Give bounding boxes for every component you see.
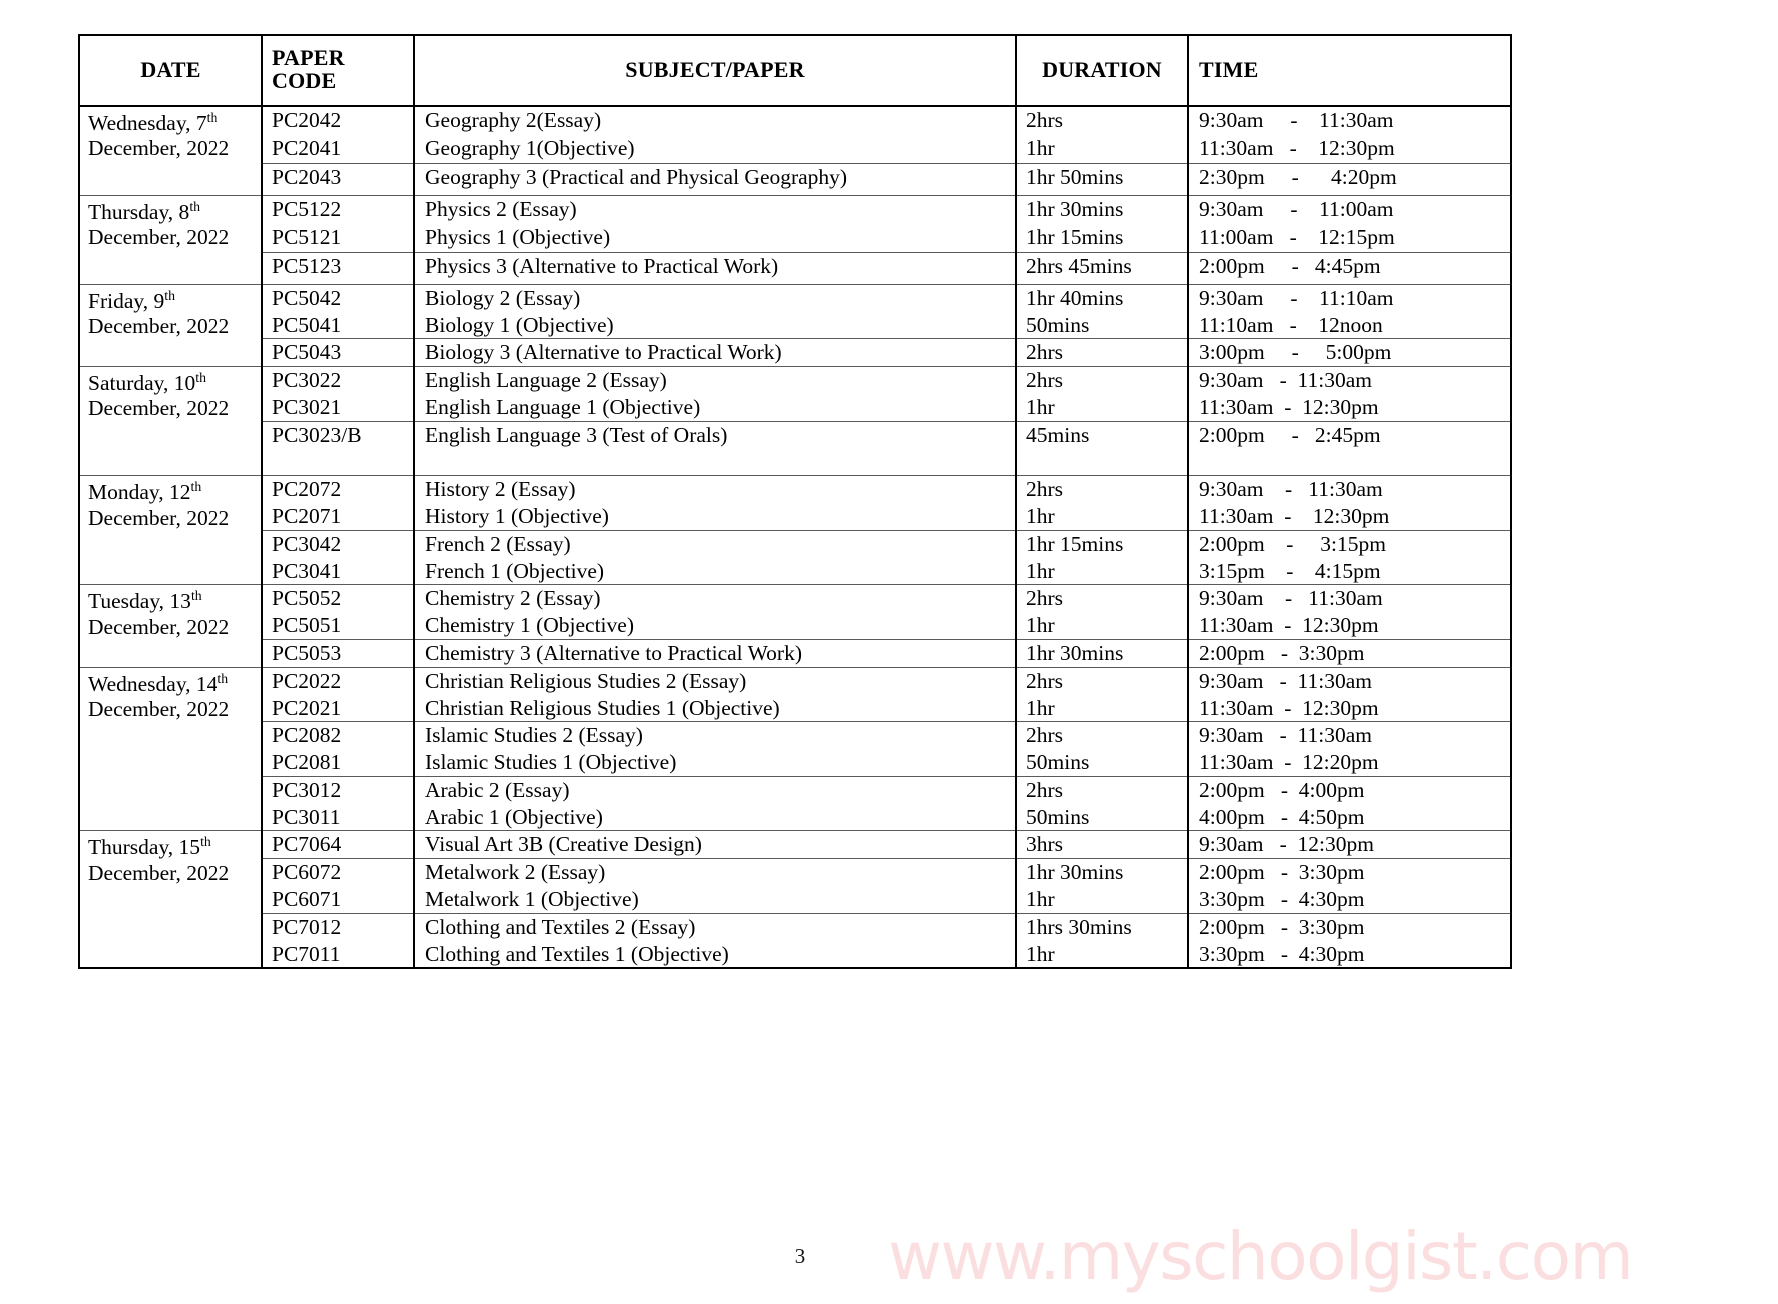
cell-time: 9:30am - 11:30am — [1199, 586, 1383, 611]
cell-subject-paper: Chemistry 3 (Alternative to Practical Work) — [414, 639, 1016, 667]
table-row — [79, 224, 1511, 253]
date-ordinal-suffix: th — [200, 834, 211, 850]
header-row — [79, 35, 1511, 106]
date-day: Saturday, 10th — [88, 369, 206, 396]
table-row — [79, 530, 1511, 557]
date-day: Wednesday, 7th — [88, 109, 218, 135]
exam-timetable — [78, 34, 1512, 969]
cell-subject-paper: Islamic Studies 1 (Objective) — [414, 749, 1016, 776]
cell-subject-paper: Geography 3 (Practical and Physical Geography) — [414, 163, 1016, 195]
cell-paper-code: PC7011 — [262, 941, 414, 969]
column-header-time: TIME — [1188, 35, 1511, 106]
table-row — [79, 195, 1511, 224]
exam-timetable-container — [78, 34, 1510, 969]
cell-date — [79, 252, 262, 284]
date-month-year: December, 2022 — [88, 614, 230, 639]
cell-time: 2:00pm - 3:30pm — [1188, 639, 1511, 667]
cell-duration: 1hr 15mins — [1016, 530, 1188, 557]
cell-time: 11:10am - 12noon — [1188, 312, 1511, 339]
cell-time: 11:30am - 12:30pm — [1188, 394, 1511, 421]
cell-date — [79, 476, 262, 585]
cell-time: 9:30am - 11:10am — [1199, 285, 1394, 310]
cell-duration: 45mins — [1016, 421, 1188, 448]
cell-time: 11:30am - 12:30pm — [1188, 503, 1511, 530]
cell-paper-code: PC5052 — [262, 585, 414, 612]
cell-subject-paper: Geography 2(Essay) — [414, 106, 1016, 135]
table-row — [79, 394, 1511, 421]
cell-date — [79, 367, 262, 476]
table-row — [79, 886, 1511, 913]
cell-subject-paper: Geography 1(Objective) — [414, 135, 1016, 164]
cell-time: 3:00pm - 5:00pm — [1188, 339, 1511, 367]
cell-paper-code: PC5042 — [262, 284, 414, 311]
table-row — [79, 749, 1511, 776]
cell-time: 11:30am - 12:20pm — [1188, 749, 1511, 776]
cell-subject-paper: Islamic Studies 2 (Essay) — [414, 722, 1016, 749]
cell-subject-paper: History 2 (Essay) — [414, 476, 1016, 503]
cell-paper-code: PC2081 — [262, 749, 414, 776]
date-ordinal-suffix: th — [217, 670, 229, 686]
date-month-year: December, 2022 — [88, 135, 230, 160]
cell-paper-code — [262, 448, 414, 475]
cell-duration: 1hr 30mins — [1016, 195, 1188, 224]
table-row — [79, 312, 1511, 339]
cell-paper-code: PC6072 — [262, 859, 414, 886]
cell-time: 11:30am - 12:30pm — [1188, 695, 1511, 722]
cell-paper-code: PC5041 — [262, 312, 414, 339]
cell-time: 2:00pm - 3:30pm — [1199, 914, 1365, 939]
cell-date — [79, 195, 262, 252]
cell-paper-code: PC2072 — [262, 476, 414, 503]
cell-subject-paper: Physics 2 (Essay) — [414, 195, 1016, 224]
cell-time: 11:30am - 12:30pm — [1188, 612, 1511, 639]
cell-time: 11:00am - 12:15pm — [1188, 224, 1511, 253]
cell-duration: 1hr 30mins — [1016, 639, 1188, 667]
table-row — [79, 476, 1511, 503]
table-row — [79, 776, 1511, 803]
column-header-paper-code: PAPER CODE — [262, 35, 414, 106]
cell-duration: 2hrs — [1016, 367, 1188, 394]
cell-date — [79, 667, 262, 831]
cell-paper-code: PC3022 — [262, 367, 414, 394]
table-row — [79, 804, 1511, 831]
cell-time: 3:30pm - 4:30pm — [1188, 886, 1511, 913]
cell-duration: 2hrs — [1016, 476, 1188, 503]
cell-paper-code: PC5123 — [262, 252, 414, 284]
cell-time: 11:30am - 12:30pm — [1188, 135, 1511, 164]
cell-duration: 1hr 15mins — [1016, 224, 1188, 253]
table-row — [79, 135, 1511, 164]
cell-time: 9:30am - 11:30am — [1199, 668, 1372, 693]
date-ordinal-suffix: th — [189, 198, 201, 214]
cell-subject-paper: Christian Religious Studies 1 (Objective) — [414, 695, 1016, 722]
cell-duration: 3hrs — [1016, 831, 1188, 859]
table-row — [79, 831, 1511, 859]
cell-paper-code: PC3021 — [262, 394, 414, 421]
table-row — [79, 941, 1511, 969]
cell-paper-code: PC5053 — [262, 639, 414, 667]
cell-date — [79, 163, 262, 195]
cell-duration: 1hr 50mins — [1016, 163, 1188, 195]
cell-duration: 1hrs 30mins — [1016, 913, 1188, 940]
cell-subject-paper: Visual Art 3B (Creative Design) — [414, 831, 1016, 859]
cell-date — [79, 831, 262, 968]
date-day: Friday, 9th — [88, 287, 175, 313]
cell-paper-code: PC3023/B — [262, 421, 414, 448]
cell-time: 9:30am - 11:30am — [1199, 107, 1394, 132]
table-row — [79, 421, 1511, 448]
cell-time: 2:00pm - 2:45pm — [1199, 422, 1381, 447]
date-day: Monday, 12th — [88, 479, 202, 505]
cell-subject-paper: Christian Religious Studies 2 (Essay) — [414, 667, 1016, 694]
cell-subject-paper: Physics 3 (Alternative to Practical Work) — [414, 252, 1016, 284]
date-day: Tuesday, 13th — [88, 588, 202, 614]
cell-subject-paper: Arabic 2 (Essay) — [414, 776, 1016, 803]
page-number: 3 — [794, 1244, 806, 1268]
cell-paper-code: PC7064 — [262, 831, 414, 859]
cell-date — [79, 106, 262, 164]
cell-subject-paper: Chemistry 2 (Essay) — [414, 585, 1016, 612]
cell-duration: 2hrs — [1016, 722, 1188, 749]
table-row — [79, 612, 1511, 639]
column-header-date: DATE — [79, 35, 262, 106]
cell-time: 2:00pm - 3:30pm — [1199, 860, 1365, 885]
table-row — [79, 106, 1511, 135]
cell-paper-code: PC3041 — [262, 558, 414, 585]
cell-duration: 1hr — [1016, 558, 1188, 585]
cell-duration: 1hr — [1016, 394, 1188, 421]
date-month-year: December, 2022 — [88, 697, 230, 722]
table-row — [79, 585, 1511, 612]
cell-time: 2:00pm - 4:45pm — [1188, 252, 1511, 284]
cell-duration: 2hrs 45mins — [1016, 252, 1188, 284]
cell-paper-code: PC2022 — [262, 667, 414, 694]
cell-date — [79, 284, 262, 366]
cell-subject-paper: French 2 (Essay) — [414, 530, 1016, 557]
cell-subject-paper: Chemistry 1 (Objective) — [414, 612, 1016, 639]
cell-subject-paper: French 1 (Objective) — [414, 558, 1016, 585]
cell-subject-paper: English Language 2 (Essay) — [414, 367, 1016, 394]
cell-duration: 1hr — [1016, 503, 1188, 530]
table-row — [79, 367, 1511, 394]
cell-paper-code: PC2071 — [262, 503, 414, 530]
date-ordinal-suffix: th — [164, 287, 175, 303]
cell-subject-paper: History 1 (Objective) — [414, 503, 1016, 530]
cell-paper-code: PC7012 — [262, 913, 414, 940]
cell-time: 9:30am - 11:30am — [1199, 477, 1383, 502]
date-day: Thursday, 8th — [88, 198, 201, 224]
cell-subject-paper — [414, 448, 1016, 475]
date-month-year: December, 2022 — [88, 860, 230, 885]
cell-paper-code: PC6071 — [262, 886, 414, 913]
cell-subject-paper: Clothing and Textiles 1 (Objective) — [414, 941, 1016, 969]
cell-time — [1188, 448, 1511, 475]
cell-time: 9:30am - 11:00am — [1199, 196, 1394, 221]
cell-duration: 50mins — [1016, 312, 1188, 339]
date-month-year: December, 2022 — [88, 314, 230, 339]
cell-paper-code: PC2021 — [262, 695, 414, 722]
column-header-subject-paper: SUBJECT/PAPER — [414, 35, 1016, 106]
date-month-year: December, 2022 — [88, 225, 230, 250]
table-row — [79, 913, 1511, 940]
cell-subject-paper: Physics 1 (Objective) — [414, 224, 1016, 253]
cell-subject-paper: Metalwork 2 (Essay) — [414, 859, 1016, 886]
date-day: Thursday, 15th — [88, 834, 211, 860]
cell-time: 9:30am - 12:30pm — [1188, 831, 1511, 859]
cell-subject-paper: English Language 1 (Objective) — [414, 394, 1016, 421]
site-watermark: www.myschoolgist.com — [888, 1218, 1633, 1295]
column-header-duration: DURATION — [1016, 35, 1188, 106]
cell-duration: 1hr — [1016, 612, 1188, 639]
cell-paper-code: PC5122 — [262, 195, 414, 224]
cell-paper-code: PC2041 — [262, 135, 414, 164]
cell-subject-paper: Clothing and Textiles 2 (Essay) — [414, 913, 1016, 940]
cell-duration: 2hrs — [1016, 339, 1188, 367]
cell-time: 9:30am - 11:30am — [1199, 368, 1372, 393]
table-spacer-row — [79, 448, 1511, 475]
cell-time: 9:30am - 11:30am — [1199, 723, 1372, 748]
table-row — [79, 558, 1511, 585]
cell-subject-paper: Biology 3 (Alternative to Practical Work) — [414, 339, 1016, 367]
cell-paper-code: PC2043 — [262, 163, 414, 195]
table-row — [79, 722, 1511, 749]
date-ordinal-suffix: th — [195, 369, 206, 385]
table-row — [79, 252, 1511, 284]
cell-subject-paper: Biology 2 (Essay) — [414, 284, 1016, 311]
date-month-year: December, 2022 — [88, 396, 230, 421]
cell-duration: 2hrs — [1016, 667, 1188, 694]
cell-duration: 1hr — [1016, 135, 1188, 164]
cell-duration: 1hr — [1016, 941, 1188, 969]
date-ordinal-suffix: th — [190, 588, 202, 604]
cell-time: 3:15pm - 4:15pm — [1188, 558, 1511, 585]
cell-duration: 2hrs — [1016, 776, 1188, 803]
cell-subject-paper: Arabic 1 (Objective) — [414, 804, 1016, 831]
cell-time: 2:00pm - 4:00pm — [1199, 777, 1365, 802]
table-row — [79, 339, 1511, 367]
cell-time: 2:30pm - 4:20pm — [1188, 163, 1511, 195]
table-row — [79, 503, 1511, 530]
table-row — [79, 639, 1511, 667]
cell-duration: 1hr — [1016, 886, 1188, 913]
date-day: Wednesday, 14th — [88, 670, 229, 696]
cell-time: 2:00pm - 3:15pm — [1199, 531, 1386, 556]
cell-time: 4:00pm - 4:50pm — [1188, 804, 1511, 831]
cell-paper-code: PC5121 — [262, 224, 414, 253]
cell-paper-code: PC2042 — [262, 106, 414, 135]
table-row — [79, 695, 1511, 722]
cell-paper-code: PC3011 — [262, 804, 414, 831]
cell-duration: 50mins — [1016, 749, 1188, 776]
cell-subject-paper: English Language 3 (Test of Orals) — [414, 421, 1016, 448]
cell-subject-paper: Biology 1 (Objective) — [414, 312, 1016, 339]
cell-time: 3:30pm - 4:30pm — [1199, 941, 1365, 966]
cell-paper-code: PC5043 — [262, 339, 414, 367]
table-row — [79, 859, 1511, 886]
cell-duration: 1hr 30mins — [1016, 859, 1188, 886]
cell-subject-paper: Metalwork 1 (Objective) — [414, 886, 1016, 913]
cell-duration: 2hrs — [1016, 585, 1188, 612]
table-row — [79, 284, 1511, 311]
date-ordinal-suffix: th — [206, 109, 218, 125]
date-month-year: December, 2022 — [88, 505, 230, 530]
cell-paper-code: PC3012 — [262, 776, 414, 803]
table-body — [79, 106, 1511, 969]
cell-duration: 1hr — [1016, 695, 1188, 722]
date-ordinal-suffix: th — [190, 479, 202, 495]
table-row — [79, 163, 1511, 195]
cell-duration: 2hrs — [1016, 106, 1188, 135]
cell-duration: 1hr 40mins — [1016, 284, 1188, 311]
table-row — [79, 667, 1511, 694]
cell-paper-code: PC3042 — [262, 530, 414, 557]
cell-paper-code: PC5051 — [262, 612, 414, 639]
cell-paper-code: PC2082 — [262, 722, 414, 749]
cell-duration: 50mins — [1016, 804, 1188, 831]
cell-duration — [1016, 448, 1188, 475]
table-header — [79, 35, 1511, 106]
cell-date — [79, 585, 262, 667]
